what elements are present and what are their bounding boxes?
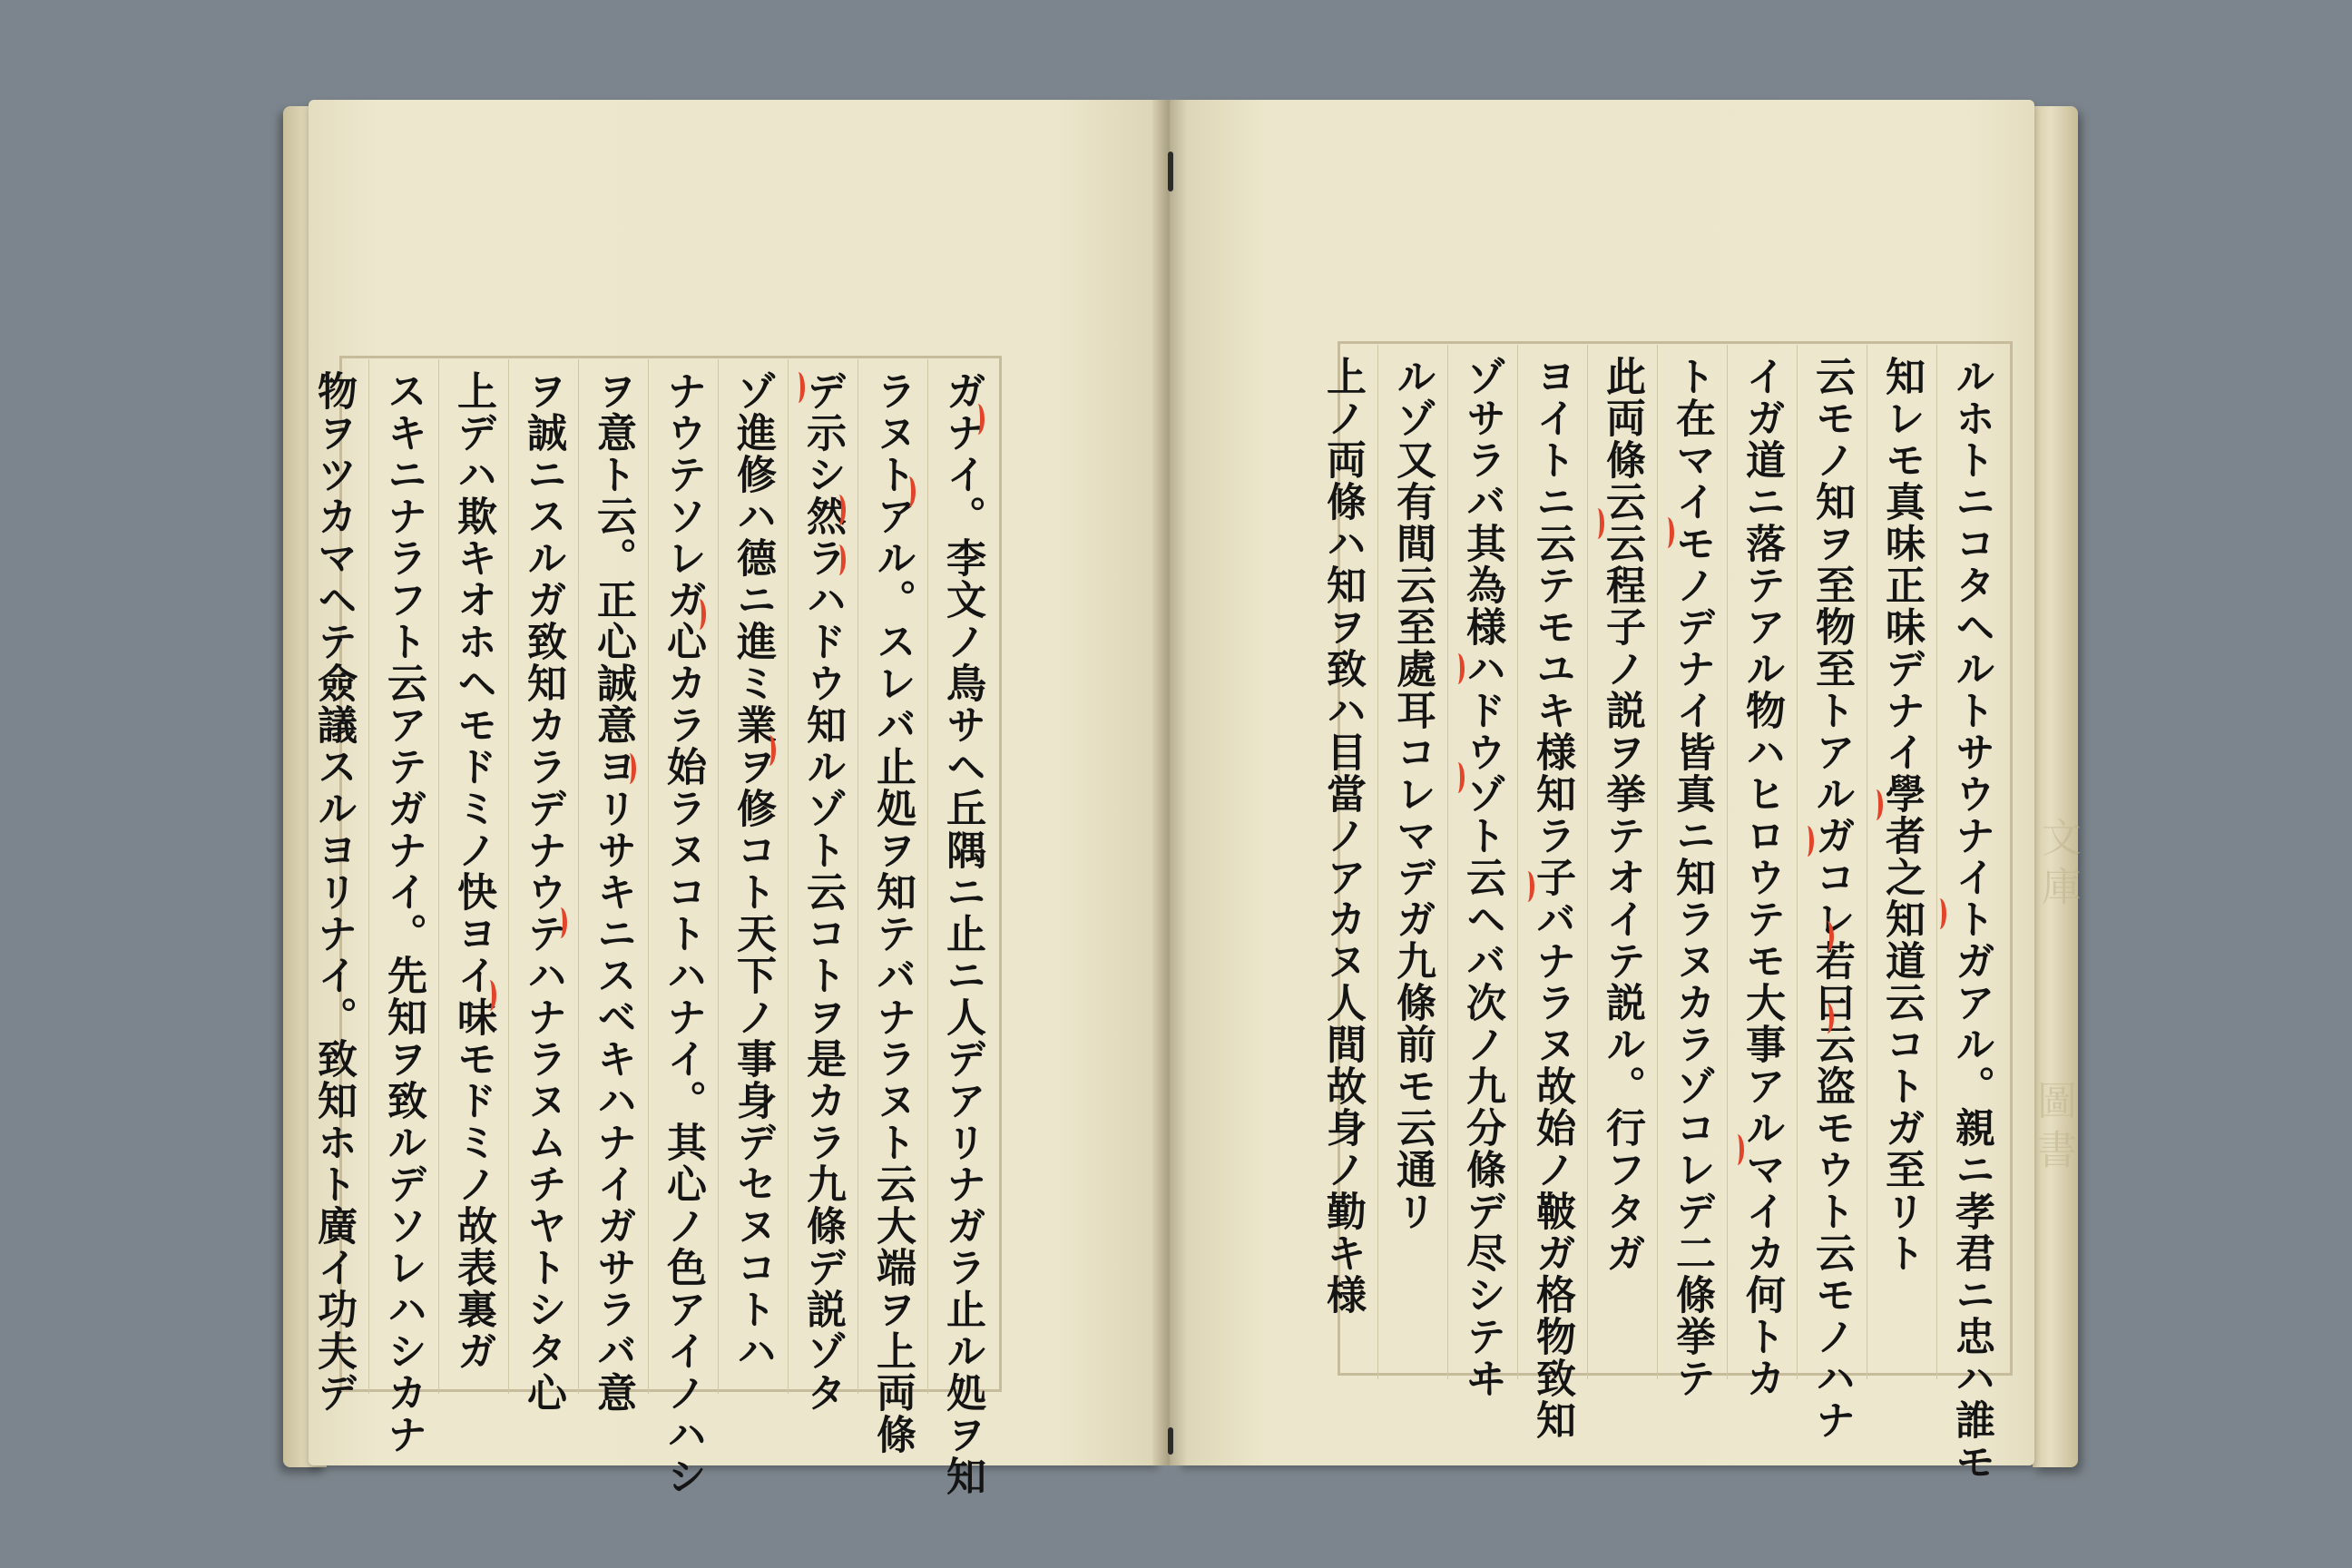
column-rule	[1797, 345, 1798, 1379]
right-text-column: ルホトニコタヘルトサウナイトガアル。親ニ孝君ニ忠ハ誰モ	[1948, 356, 1994, 1483]
red-reading-mark	[791, 372, 805, 403]
column-rule	[1517, 345, 1518, 1379]
right-text-column: 上ノ両條ハ知ヲ致ハ目當ノアカヌ人間故身ノ勤キ様	[1319, 356, 1366, 1316]
right-text-column: 知レモ真味正味デナイ學者之知道云コトガ至リト	[1878, 356, 1925, 1274]
red-reading-mark	[1521, 871, 1534, 902]
red-reading-mark	[1869, 789, 1883, 820]
book-edge-right	[2033, 106, 2078, 1467]
seal-stamp: 圖書	[2030, 1080, 2076, 1178]
red-reading-mark	[1800, 826, 1814, 857]
red-reading-mark	[483, 980, 496, 1011]
red-reading-mark	[1451, 762, 1465, 793]
binding-thread-bottom	[1168, 1427, 1173, 1455]
right-text-column: ト在マイモノデナイ皆真ニ知ラヌカラゾコレデ二條挙テ	[1669, 356, 1715, 1399]
left-text-column: ナウテソレガ心カラ始ラヌコトハナイ。其心ノ色アイノハシ	[660, 370, 706, 1497]
red-reading-mark	[1451, 653, 1465, 684]
left-text-column: 上デハ欺キオホヘモドミノ快ヨイ味モドミノ故表裏ガ	[450, 370, 496, 1372]
red-reading-mark	[1661, 517, 1674, 548]
seal-stamp: 文庫	[2034, 817, 2081, 915]
right-text-column: ゾサラバ其為様ハドウゾト云ヘバ次ノ九分條デ尽シテヰ	[1459, 356, 1505, 1399]
column-rule	[438, 359, 439, 1394]
column-rule	[368, 359, 369, 1394]
binding-thread-top	[1168, 152, 1173, 191]
column-rule	[578, 359, 579, 1394]
red-reading-mark	[1820, 921, 1834, 952]
column-rule	[1447, 345, 1448, 1379]
column-rule	[1377, 345, 1378, 1379]
red-reading-mark	[902, 476, 916, 507]
left-text-column: 物ヲツカマヘテ僉議スルヨリナイ。致知ホト廣イ功夫デ	[310, 370, 357, 1414]
red-reading-mark	[971, 404, 985, 435]
column-rule	[1657, 345, 1658, 1379]
column-rule	[927, 359, 928, 1394]
book-gutter	[1152, 100, 1187, 1465]
column-rule	[718, 359, 719, 1394]
left-text-column: ゾ進修ハ德ニ進ミ業ヲ修コト天下ノ事身デセヌコトハ	[730, 370, 776, 1372]
left-text-column: デ示シ然ラハドウ知ルゾト云コトヲ是カラ九條デ説ゾタ	[799, 370, 846, 1414]
column-rule	[508, 359, 509, 1394]
right-text-column: 云モノ知ヲ至物至トアルガコレ若曰云盗モウト云モノハナ	[1808, 356, 1855, 1441]
left-text-column: ラヌトアル。スレバ止処ヲ知テバナラヌト云大端ヲ上両條	[869, 370, 916, 1455]
red-reading-mark	[1820, 1003, 1834, 1034]
red-reading-mark	[554, 907, 567, 938]
left-text-column: ガナイ。李文ノ鳥サヘ丘隅ニ止ニ人デアリナガラ止ル処ヲ知	[939, 370, 985, 1497]
column-rule	[1936, 345, 1937, 1379]
column-rule	[1727, 345, 1728, 1379]
right-text-column: ヨイトニ云テモユキ様知ラ子バナラヌ故始ノ鞁ガ格物致知	[1529, 356, 1575, 1441]
column-rule	[1587, 345, 1588, 1379]
right-text-column: ルゾ又有間云至處耳コレマデガ九條前モ云通リ	[1389, 356, 1436, 1232]
red-reading-mark	[692, 599, 706, 630]
right-text-column: イガ道ニ落テアル物ハヒロウテモ大事アルマイカ何トカ	[1739, 356, 1785, 1399]
red-reading-mark	[1730, 1134, 1744, 1165]
red-reading-mark	[622, 753, 636, 784]
red-reading-mark	[1933, 898, 1946, 929]
column-rule	[788, 359, 789, 1394]
left-text-column: スキニナラフト云アテガナイ。先知ヲ致ルデソレハシカナ	[380, 370, 426, 1455]
column-rule	[648, 359, 649, 1394]
left-text-column: ヲ誠ニスルガ致知カラデナウテハナラヌムチヤトシタ心	[520, 370, 566, 1414]
red-reading-mark	[832, 495, 846, 525]
red-reading-mark	[762, 735, 776, 766]
right-text-column: 此両條云云程子ノ説ヲ挙テオイテ説ル。行フタガ	[1599, 356, 1645, 1274]
red-reading-mark	[832, 544, 846, 575]
left-text-column: ヲ意ト云。正心誠意ヨリサキニスベキハナイガサラバ意	[590, 370, 636, 1414]
red-reading-mark	[1591, 508, 1604, 539]
